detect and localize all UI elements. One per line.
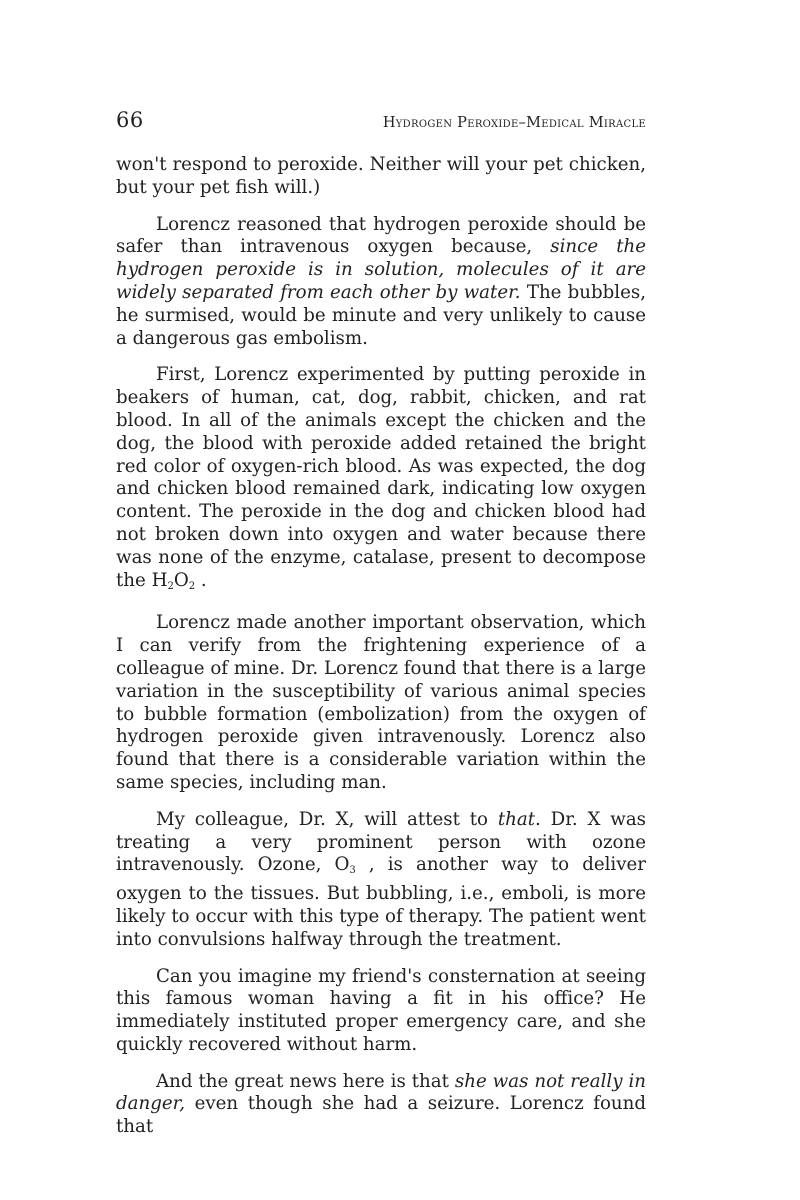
paragraph-2-text-b: The bubbles, he surmised, would be minute and very unlikely to cause a dangerous gas embolism. xyxy=(116,281,646,349)
paragraph-5-text-a: My colleague, Dr. X, will attest to xyxy=(156,808,498,830)
paragraph-7-text-b: even though she had a seizure. Lorencz found that xyxy=(116,1093,646,1138)
paragraph-2 xyxy=(116,214,646,351)
paragraph-5 xyxy=(116,809,646,952)
paragraph-6-text: Can you imagine my friend's consternation at seeing this famous woman having a fit in his office? He immediately instituted proper emergency care, and she quickly recovered without harm. xyxy=(116,965,646,1055)
paragraph-1-text: won't respond to peroxide. Neither will your pet chicken, but your pet fish will.) xyxy=(116,154,646,198)
paragraph-7-text-a: And the great news here is that xyxy=(156,1070,455,1092)
paragraph-5-text-b: . Dr. X was treating a very prominent person with ozone intravenously. Ozone, O xyxy=(116,808,646,876)
paragraph-2-text-a: Lorencz reasoned that hydrogen peroxide should be safer than intravenous oxygen because, xyxy=(116,213,646,258)
running-head: Hydrogen Peroxide–Medical Miracle xyxy=(382,115,646,131)
paragraph-5-text-c: , is another way to deliver oxygen to the tissues. But bubbling, i.e., emboli, is more likely to occur with this type of therapy. The patient went into convulsions halfway through the treatment. xyxy=(116,854,646,950)
paragraph-5-emphasis: that xyxy=(497,808,536,830)
paragraph-2-emphasis: since the hydrogen peroxide is in solution, molecules of it are widely separated from each other by water. xyxy=(116,236,646,303)
paragraph-3 xyxy=(116,364,646,598)
paragraph-1 xyxy=(116,154,646,200)
page-number: 66 xyxy=(116,108,144,132)
paragraph-4-text: Lorencz made another important observation, which I can verify from the frightening experience of a colleague of mine. Dr. Lorencz found that there is a large variation in the susceptibility of various animal species to bubble formation (embolization) from the oxygen of hydrogen peroxide given intravenously. Lorencz also found that there is a considerable variation within the same species, including man. xyxy=(116,612,646,793)
formula-o: O xyxy=(173,569,189,591)
formula-subscript-1: 2 xyxy=(167,580,174,592)
paragraph-3-end: . xyxy=(195,569,207,591)
paragraph-3-text: First, Lorencz experimented by putting peroxide in beakers of human, cat, dog, rabbit, chicken, and rat blood. In all of the animals except the chicken and the dog, the blood with peroxide added retained the bright red color of oxygen-rich blood. As was expected, the dog and chicken blood remained dark, indicating low oxygen content. The peroxide in the dog and chicken blood had not broken down into oxygen and water because there was none of the enzyme, catalase, present to decompose the xyxy=(116,364,646,591)
ozone-subscript: 3 xyxy=(349,865,356,877)
paragraph-4 xyxy=(116,612,646,794)
paragraph-7-emphasis: she was not really in danger, xyxy=(116,1070,646,1115)
paragraph-7 xyxy=(116,1071,646,1139)
book-page xyxy=(116,108,646,1153)
page-header xyxy=(116,108,646,142)
body-text xyxy=(116,154,646,1139)
formula-subscript-2: 2 xyxy=(188,580,196,592)
paragraph-6 xyxy=(116,966,646,1057)
formula-h: H xyxy=(151,569,168,591)
